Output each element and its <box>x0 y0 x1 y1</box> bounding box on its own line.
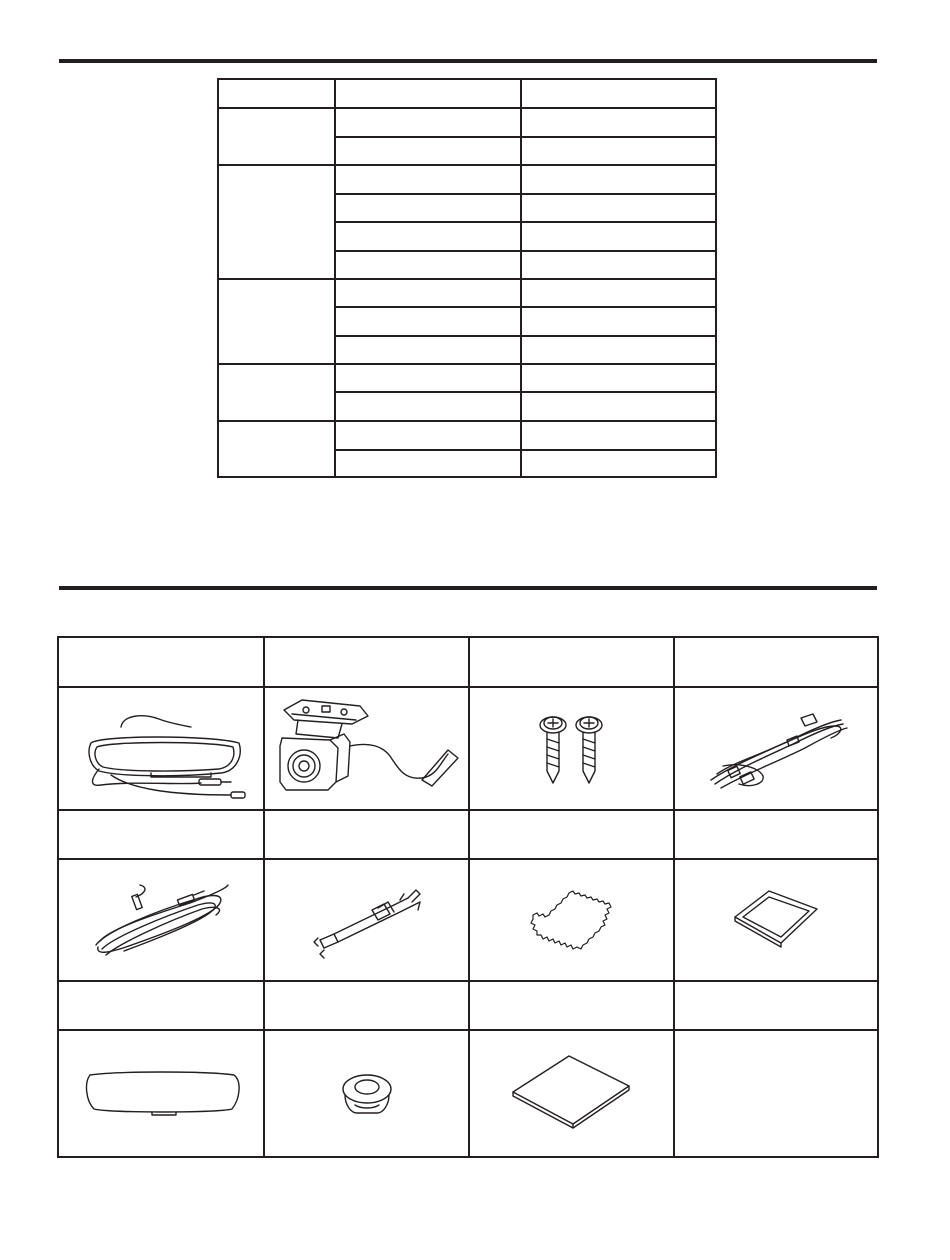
screws-icon <box>470 688 673 809</box>
table-row-divider <box>334 391 715 393</box>
table-group-label <box>219 365 334 420</box>
part-name-cell <box>59 982 263 1029</box>
rear-view-mirror-icon <box>59 688 263 809</box>
mirror-cover-icon <box>59 1031 263 1156</box>
part-name-cell <box>675 638 877 686</box>
table-group-label <box>219 166 334 278</box>
table-group-label <box>219 422 334 476</box>
wire-harness-icon <box>675 688 877 809</box>
table-header-cell <box>336 80 520 107</box>
cleaning-cloth-icon <box>470 860 673 980</box>
section-divider-top <box>59 59 877 63</box>
part-name-cell <box>470 638 673 686</box>
instruction-sheet-icon <box>470 1031 673 1156</box>
section-divider-middle <box>59 586 877 590</box>
part-name-cell <box>675 811 877 858</box>
part-name-cell <box>265 982 468 1029</box>
part-name-cell <box>59 638 263 686</box>
part-name-cell <box>470 811 673 858</box>
tool-icon <box>265 860 468 980</box>
part-name-cell <box>265 811 468 858</box>
specification-table <box>217 78 717 478</box>
table-group-label <box>219 109 334 164</box>
empty-part-cell <box>675 1031 877 1156</box>
table-row-divider <box>334 449 715 451</box>
part-name-cell <box>470 982 673 1029</box>
camera-with-bracket-icon <box>265 688 468 809</box>
part-name-cell <box>675 982 877 1029</box>
parts-list-table <box>57 636 879 1158</box>
table-row-divider <box>334 221 715 223</box>
table-row-divider <box>334 335 715 337</box>
table-header-cell <box>219 80 334 107</box>
coiled-cable-icon <box>59 860 263 980</box>
grommet-icon <box>265 1031 468 1156</box>
table-row-divider <box>334 136 715 138</box>
table-group-label <box>219 280 334 363</box>
part-name-cell <box>59 811 263 858</box>
table-row-divider <box>334 306 715 308</box>
part-name-cell <box>265 638 468 686</box>
table-row-divider <box>334 250 715 252</box>
table-header-cell <box>522 80 717 107</box>
table-row-divider <box>334 193 715 195</box>
adhesive-pad-icon <box>675 860 877 980</box>
